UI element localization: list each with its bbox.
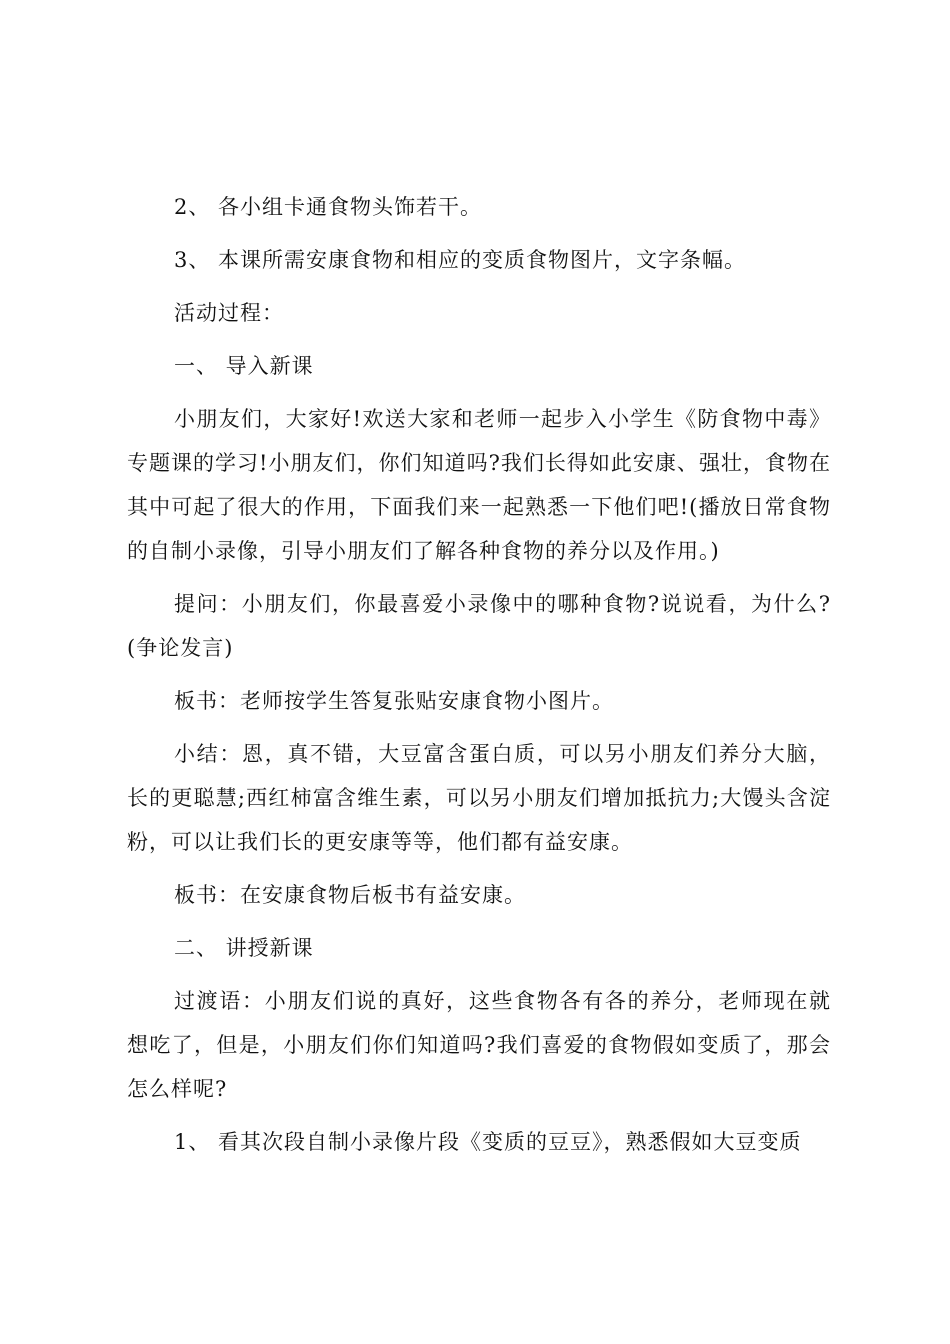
paragraph-transition: 过渡语：小朋友们说的真好，这些食物各有各的养分，老师现在就想吃了，但是，小朋友们你们知道吗?我们喜爱的食物假如变质了，那会怎么样呢? (127, 989, 831, 1101)
paragraph-intro: 小朋友们，大家好!欢送大家和老师一起步入小学生《防食物中毒》专题课的学习!小朋友们，你们知道吗?我们长得如此安康、强壮，食物在其中可起了很大的作用，下面我们来一起熟悉一下他们吧!(播放日常食物的自制小录像，引导小朋友们了解各种食物的养分以及作用。) (127, 407, 831, 563)
paragraph-activity-process: 活动过程： (174, 301, 284, 325)
paragraph-video-step-1: 1、 看其次段自制小录像片段《变质的豆豆》，熟悉假如大豆变质 (174, 1130, 802, 1154)
paragraph-board-2: 板书：在安康食物后板书有益安康。 (174, 883, 526, 907)
paragraph-materials-2: 2、 各小组卡通食物头饰若干。 (174, 195, 483, 219)
paragraph-question: 提问：小朋友们，你最喜爱小录像中的哪种食物?说说看，为什么?(争论发言) (127, 592, 831, 660)
paragraph-board-1: 板书：老师按学生答复张贴安康食物小图片。 (174, 689, 614, 713)
section-heading-1: 一、 导入新课 (174, 354, 314, 378)
paragraph-materials-3: 3、 本课所需安康食物和相应的变质食物图片，文字条幅。 (174, 248, 747, 272)
section-heading-2: 二、 讲授新课 (174, 936, 314, 960)
document-body (127, 185, 831, 1173)
paragraph-summary: 小结：恩，真不错，大豆富含蛋白质，可以另小朋友们养分大脑，长的更聪慧;西红柿富含维生素，可以另小朋友们增加抵抗力;大馒头含淀粉，可以让我们长的更安康等等，他们都有益安康。 (127, 742, 831, 854)
